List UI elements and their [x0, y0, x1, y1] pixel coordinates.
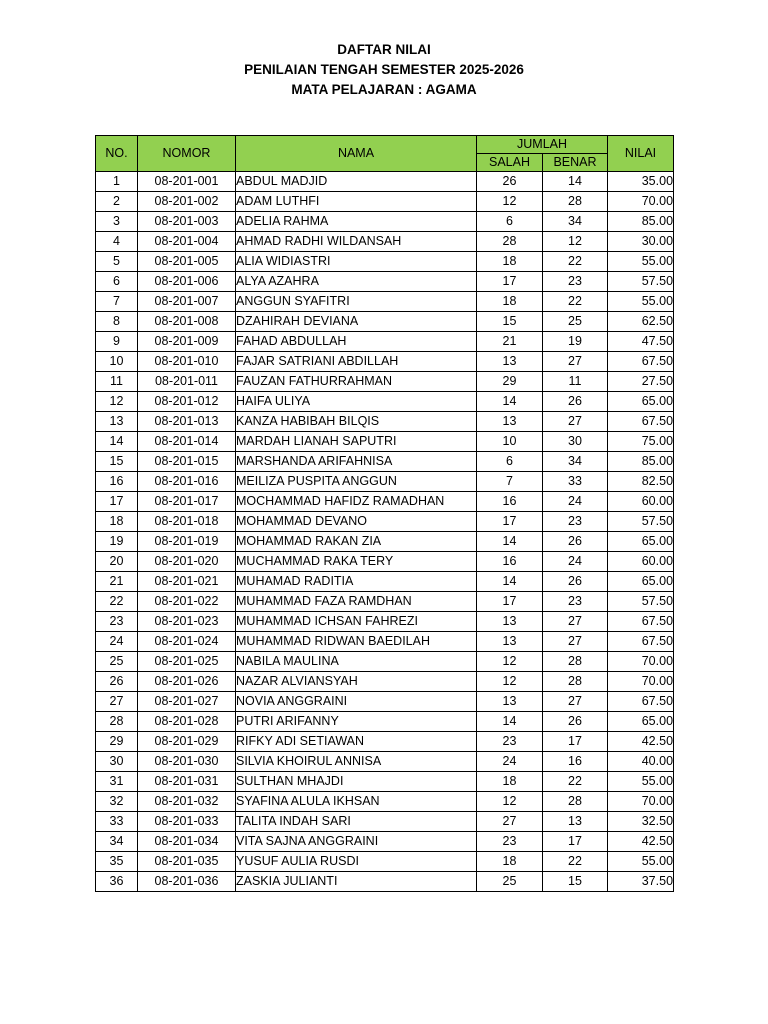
- table-row: [96, 692, 674, 712]
- cell-nomor: 08-201-002: [138, 192, 236, 212]
- table-row: [96, 752, 674, 772]
- cell-nomor: 08-201-019: [138, 532, 236, 552]
- table-row: [96, 172, 674, 192]
- cell-salah: 10: [477, 432, 543, 452]
- cell-no: 2: [96, 192, 138, 212]
- column-header-nama: NAMA: [236, 136, 477, 172]
- table-row: [96, 452, 674, 472]
- cell-nomor: 08-201-036: [138, 872, 236, 892]
- table-row: [96, 332, 674, 352]
- cell-nilai: 57.50: [608, 512, 674, 532]
- cell-nilai: 27.50: [608, 372, 674, 392]
- cell-no: 1: [96, 172, 138, 192]
- cell-salah: 14: [477, 572, 543, 592]
- cell-salah: 13: [477, 352, 543, 372]
- cell-nomor: 08-201-008: [138, 312, 236, 332]
- cell-no: 26: [96, 672, 138, 692]
- grades-table-body: [96, 172, 674, 892]
- cell-salah: 14: [477, 712, 543, 732]
- cell-benar: 12: [543, 232, 608, 252]
- table-row: [96, 352, 674, 372]
- cell-nomor: 08-201-005: [138, 252, 236, 272]
- cell-nilai: 65.00: [608, 532, 674, 552]
- cell-nilai: 65.00: [608, 572, 674, 592]
- cell-nilai: 60.00: [608, 492, 674, 512]
- cell-benar: 28: [543, 192, 608, 212]
- cell-nomor: 08-201-015: [138, 452, 236, 472]
- table-row: [96, 312, 674, 332]
- cell-no: 15: [96, 452, 138, 472]
- cell-nilai: 75.00: [608, 432, 674, 452]
- cell-nomor: 08-201-023: [138, 612, 236, 632]
- cell-benar: 28: [543, 652, 608, 672]
- cell-nama: FAJAR SATRIANI ABDILLAH: [236, 352, 477, 372]
- cell-nomor: 08-201-025: [138, 652, 236, 672]
- cell-nomor: 08-201-033: [138, 812, 236, 832]
- cell-benar: 22: [543, 292, 608, 312]
- cell-benar: 25: [543, 312, 608, 332]
- cell-benar: 17: [543, 832, 608, 852]
- cell-no: 6: [96, 272, 138, 292]
- cell-salah: 29: [477, 372, 543, 392]
- cell-no: 9: [96, 332, 138, 352]
- cell-nomor: 08-201-031: [138, 772, 236, 792]
- cell-no: 24: [96, 632, 138, 652]
- cell-nama: MUHAMAD RADITIA: [236, 572, 477, 592]
- table-row: [96, 252, 674, 272]
- cell-nama: YUSUF AULIA RUSDI: [236, 852, 477, 872]
- cell-benar: 17: [543, 732, 608, 752]
- cell-salah: 15: [477, 312, 543, 332]
- table-row: [96, 552, 674, 572]
- cell-nilai: 85.00: [608, 212, 674, 232]
- cell-nomor: 08-201-018: [138, 512, 236, 532]
- cell-benar: 24: [543, 492, 608, 512]
- cell-nama: NOVIA ANGGRAINI: [236, 692, 477, 712]
- cell-no: 23: [96, 612, 138, 632]
- cell-nilai: 57.50: [608, 592, 674, 612]
- cell-nilai: 70.00: [608, 192, 674, 212]
- cell-salah: 13: [477, 692, 543, 712]
- column-header-nilai: NILAI: [608, 136, 674, 172]
- cell-benar: 27: [543, 352, 608, 372]
- cell-nomor: 08-201-029: [138, 732, 236, 752]
- table-row: [96, 592, 674, 612]
- cell-nilai: 67.50: [608, 352, 674, 372]
- cell-nilai: 55.00: [608, 292, 674, 312]
- cell-benar: 28: [543, 672, 608, 692]
- cell-nomor: 08-201-001: [138, 172, 236, 192]
- cell-nama: SYAFINA ALULA IKHSAN: [236, 792, 477, 812]
- cell-nama: MUHAMMAD RIDWAN BAEDILAH: [236, 632, 477, 652]
- table-row: [96, 432, 674, 452]
- cell-nilai: 67.50: [608, 612, 674, 632]
- cell-salah: 24: [477, 752, 543, 772]
- title-line-2: PENILAIAN TENGAH SEMESTER 2025-2026: [244, 62, 524, 77]
- cell-nama: TALITA INDAH SARI: [236, 812, 477, 832]
- cell-nomor: 08-201-011: [138, 372, 236, 392]
- cell-salah: 17: [477, 512, 543, 532]
- cell-no: 20: [96, 552, 138, 572]
- cell-nomor: 08-201-004: [138, 232, 236, 252]
- cell-no: 3: [96, 212, 138, 232]
- cell-benar: 24: [543, 552, 608, 572]
- cell-salah: 18: [477, 852, 543, 872]
- cell-nama: NAZAR ALVIANSYAH: [236, 672, 477, 692]
- table-row: [96, 672, 674, 692]
- table-row: [96, 292, 674, 312]
- document-title: [0, 40, 768, 100]
- cell-nomor: 08-201-006: [138, 272, 236, 292]
- cell-nilai: 67.50: [608, 412, 674, 432]
- cell-nama: MUHAMMAD FAZA RAMDHAN: [236, 592, 477, 612]
- cell-nama: FAHAD ABDULLAH: [236, 332, 477, 352]
- cell-nilai: 35.00: [608, 172, 674, 192]
- cell-nama: HAIFA ULIYA: [236, 392, 477, 412]
- cell-nama: SILVIA KHOIRUL ANNISA: [236, 752, 477, 772]
- column-header-salah: SALAH: [477, 154, 543, 172]
- cell-salah: 13: [477, 412, 543, 432]
- cell-nomor: 08-201-009: [138, 332, 236, 352]
- cell-benar: 22: [543, 252, 608, 272]
- cell-no: 7: [96, 292, 138, 312]
- cell-benar: 16: [543, 752, 608, 772]
- cell-benar: 26: [543, 392, 608, 412]
- cell-no: 36: [96, 872, 138, 892]
- table-row: [96, 612, 674, 632]
- cell-nama: PUTRI ARIFANNY: [236, 712, 477, 732]
- cell-nilai: 55.00: [608, 252, 674, 272]
- cell-benar: 19: [543, 332, 608, 352]
- cell-nilai: 40.00: [608, 752, 674, 772]
- cell-benar: 26: [543, 532, 608, 552]
- cell-nilai: 70.00: [608, 652, 674, 672]
- cell-salah: 25: [477, 872, 543, 892]
- cell-nama: NABILA MAULINA: [236, 652, 477, 672]
- cell-nama: MARSHANDA ARIFAHNISA: [236, 452, 477, 472]
- cell-nama: ADAM LUTHFI: [236, 192, 477, 212]
- cell-benar: 23: [543, 592, 608, 612]
- table-row: [96, 652, 674, 672]
- cell-salah: 6: [477, 212, 543, 232]
- cell-nomor: 08-201-020: [138, 552, 236, 572]
- cell-salah: 16: [477, 552, 543, 572]
- cell-nilai: 60.00: [608, 552, 674, 572]
- cell-nomor: 08-201-026: [138, 672, 236, 692]
- cell-salah: 28: [477, 232, 543, 252]
- cell-salah: 23: [477, 832, 543, 852]
- cell-salah: 12: [477, 792, 543, 812]
- table-row: [96, 812, 674, 832]
- cell-salah: 12: [477, 192, 543, 212]
- table-row: [96, 572, 674, 592]
- cell-nilai: 82.50: [608, 472, 674, 492]
- cell-salah: 14: [477, 532, 543, 552]
- cell-no: 35: [96, 852, 138, 872]
- cell-nama: ALIA WIDIASTRI: [236, 252, 477, 272]
- title-line-3: MATA PELAJARAN : AGAMA: [291, 82, 477, 97]
- cell-no: 11: [96, 372, 138, 392]
- cell-benar: 23: [543, 272, 608, 292]
- cell-no: 30: [96, 752, 138, 772]
- cell-benar: 34: [543, 212, 608, 232]
- cell-no: 17: [96, 492, 138, 512]
- cell-nama: ANGGUN SYAFITRI: [236, 292, 477, 312]
- cell-nilai: 55.00: [608, 852, 674, 872]
- cell-nomor: 08-201-024: [138, 632, 236, 652]
- cell-no: 34: [96, 832, 138, 852]
- cell-nilai: 30.00: [608, 232, 674, 252]
- cell-nilai: 67.50: [608, 692, 674, 712]
- cell-nama: KANZA HABIBAH BILQIS: [236, 412, 477, 432]
- table-row: [96, 472, 674, 492]
- cell-nama: ADELIA RAHMA: [236, 212, 477, 232]
- cell-salah: 6: [477, 452, 543, 472]
- cell-no: 25: [96, 652, 138, 672]
- cell-salah: 13: [477, 612, 543, 632]
- cell-benar: 22: [543, 772, 608, 792]
- cell-benar: 34: [543, 452, 608, 472]
- cell-nilai: 85.00: [608, 452, 674, 472]
- table-row: [96, 632, 674, 652]
- cell-no: 33: [96, 812, 138, 832]
- cell-nilai: 57.50: [608, 272, 674, 292]
- cell-benar: 13: [543, 812, 608, 832]
- cell-no: 21: [96, 572, 138, 592]
- cell-nomor: 08-201-017: [138, 492, 236, 512]
- cell-salah: 7: [477, 472, 543, 492]
- cell-nilai: 32.50: [608, 812, 674, 832]
- cell-no: 31: [96, 772, 138, 792]
- cell-nilai: 42.50: [608, 832, 674, 852]
- cell-nama: DZAHIRAH DEVIANA: [236, 312, 477, 332]
- cell-nomor: 08-201-035: [138, 852, 236, 872]
- cell-no: 10: [96, 352, 138, 372]
- cell-nama: MOCHAMMAD HAFIDZ RAMADHAN: [236, 492, 477, 512]
- cell-no: 4: [96, 232, 138, 252]
- cell-nomor: 08-201-021: [138, 572, 236, 592]
- cell-benar: 23: [543, 512, 608, 532]
- cell-benar: 30: [543, 432, 608, 452]
- cell-nama: SULTHAN MHAJDI: [236, 772, 477, 792]
- cell-salah: 18: [477, 252, 543, 272]
- cell-benar: 15: [543, 872, 608, 892]
- cell-benar: 33: [543, 472, 608, 492]
- cell-no: 5: [96, 252, 138, 272]
- cell-salah: 18: [477, 292, 543, 312]
- column-header-no: NO.: [96, 136, 138, 172]
- table-row: [96, 272, 674, 292]
- cell-nomor: 08-201-034: [138, 832, 236, 852]
- column-header-benar: BENAR: [543, 154, 608, 172]
- table-row: [96, 392, 674, 412]
- cell-nama: RIFKY ADI SETIAWAN: [236, 732, 477, 752]
- table-row: [96, 512, 674, 532]
- cell-salah: 14: [477, 392, 543, 412]
- cell-no: 18: [96, 512, 138, 532]
- cell-benar: 14: [543, 172, 608, 192]
- cell-nilai: 67.50: [608, 632, 674, 652]
- cell-nama: AHMAD RADHI WILDANSAH: [236, 232, 477, 252]
- cell-no: 14: [96, 432, 138, 452]
- table-row: [96, 492, 674, 512]
- cell-no: 19: [96, 532, 138, 552]
- cell-benar: 27: [543, 632, 608, 652]
- cell-nomor: 08-201-012: [138, 392, 236, 412]
- cell-benar: 26: [543, 572, 608, 592]
- cell-salah: 27: [477, 812, 543, 832]
- table-row: [96, 772, 674, 792]
- cell-nama: MARDAH LIANAH SAPUTRI: [236, 432, 477, 452]
- cell-benar: 27: [543, 612, 608, 632]
- cell-benar: 28: [543, 792, 608, 812]
- table-row: [96, 712, 674, 732]
- cell-nomor: 08-201-022: [138, 592, 236, 612]
- cell-benar: 27: [543, 692, 608, 712]
- cell-nama: ZASKIA JULIANTI: [236, 872, 477, 892]
- cell-no: 12: [96, 392, 138, 412]
- cell-benar: 11: [543, 372, 608, 392]
- cell-no: 28: [96, 712, 138, 732]
- cell-nama: ABDUL MADJID: [236, 172, 477, 192]
- cell-salah: 13: [477, 632, 543, 652]
- cell-salah: 12: [477, 672, 543, 692]
- cell-nama: ALYA AZAHRA: [236, 272, 477, 292]
- table-row: [96, 732, 674, 752]
- cell-nama: MEILIZA PUSPITA ANGGUN: [236, 472, 477, 492]
- cell-no: 29: [96, 732, 138, 752]
- table-row: [96, 212, 674, 232]
- grades-table: [95, 135, 674, 892]
- cell-salah: 23: [477, 732, 543, 752]
- table-row: [96, 832, 674, 852]
- title-line-1: DAFTAR NILAI: [337, 42, 431, 57]
- cell-no: 16: [96, 472, 138, 492]
- table-row: [96, 372, 674, 392]
- table-row: [96, 412, 674, 432]
- cell-salah: 16: [477, 492, 543, 512]
- cell-nilai: 37.50: [608, 872, 674, 892]
- cell-nomor: 08-201-014: [138, 432, 236, 452]
- cell-nilai: 42.50: [608, 732, 674, 752]
- cell-no: 8: [96, 312, 138, 332]
- cell-nomor: 08-201-032: [138, 792, 236, 812]
- cell-nomor: 08-201-010: [138, 352, 236, 372]
- cell-benar: 22: [543, 852, 608, 872]
- cell-nama: MOHAMMAD RAKAN ZIA: [236, 532, 477, 552]
- cell-nilai: 55.00: [608, 772, 674, 792]
- cell-nomor: 08-201-013: [138, 412, 236, 432]
- cell-nilai: 62.50: [608, 312, 674, 332]
- cell-no: 13: [96, 412, 138, 432]
- cell-nama: MUHAMMAD ICHSAN FAHREZI: [236, 612, 477, 632]
- cell-nomor: 08-201-003: [138, 212, 236, 232]
- cell-benar: 26: [543, 712, 608, 732]
- cell-nama: VITA SAJNA ANGGRAINI: [236, 832, 477, 852]
- cell-benar: 27: [543, 412, 608, 432]
- table-row: [96, 852, 674, 872]
- cell-nomor: 08-201-016: [138, 472, 236, 492]
- table-row: [96, 192, 674, 212]
- cell-nilai: 70.00: [608, 792, 674, 812]
- cell-no: 27: [96, 692, 138, 712]
- cell-salah: 12: [477, 652, 543, 672]
- cell-nama: FAUZAN FATHURRAHMAN: [236, 372, 477, 392]
- cell-nomor: 08-201-028: [138, 712, 236, 732]
- cell-salah: 17: [477, 272, 543, 292]
- column-header-jumlah: JUMLAH: [477, 136, 608, 154]
- table-row: [96, 792, 674, 812]
- cell-nama: MUCHAMMAD RAKA TERY: [236, 552, 477, 572]
- cell-salah: 18: [477, 772, 543, 792]
- table-row: [96, 532, 674, 552]
- table-row: [96, 232, 674, 252]
- cell-nama: MOHAMMAD DEVANO: [236, 512, 477, 532]
- column-header-nomor: NOMOR: [138, 136, 236, 172]
- cell-nilai: 65.00: [608, 392, 674, 412]
- cell-nilai: 70.00: [608, 672, 674, 692]
- table-row: [96, 872, 674, 892]
- cell-salah: 26: [477, 172, 543, 192]
- cell-nomor: 08-201-007: [138, 292, 236, 312]
- cell-nilai: 47.50: [608, 332, 674, 352]
- cell-nomor: 08-201-030: [138, 752, 236, 772]
- grades-table-header: [96, 136, 674, 172]
- cell-salah: 17: [477, 592, 543, 612]
- cell-nilai: 65.00: [608, 712, 674, 732]
- cell-no: 22: [96, 592, 138, 612]
- cell-nomor: 08-201-027: [138, 692, 236, 712]
- cell-no: 32: [96, 792, 138, 812]
- cell-salah: 21: [477, 332, 543, 352]
